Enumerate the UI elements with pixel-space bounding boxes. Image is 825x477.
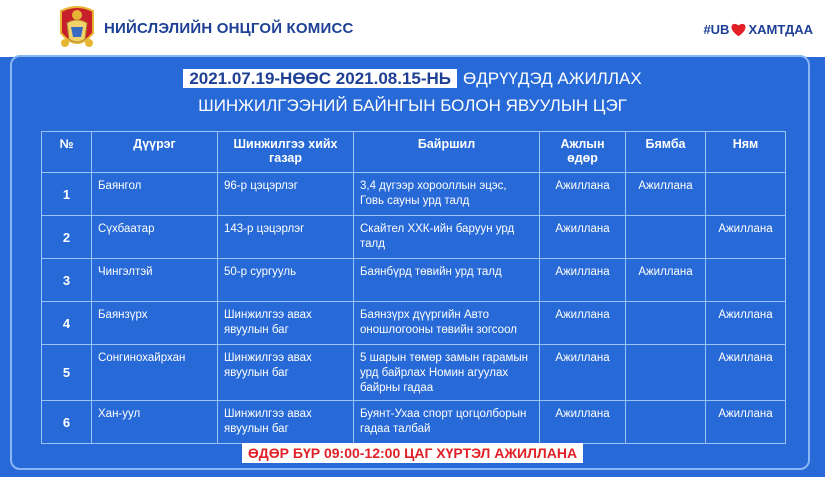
schedule-table: [41, 131, 786, 444]
table-header-row: [42, 132, 786, 173]
row-saturday: [626, 345, 706, 401]
col-header-weekday: Ажлын өдөр: [540, 132, 626, 173]
row-sunday: Ажиллана: [706, 401, 786, 444]
row-sunday: Ажиллана: [706, 345, 786, 401]
row-district: Баянгол: [92, 173, 218, 216]
row-weekday: Ажиллана: [540, 345, 626, 401]
table-row: [42, 345, 786, 401]
row-location: Баянбүрд төвийн урд талд: [354, 259, 540, 302]
row-saturday: [626, 302, 706, 345]
row-district: Баянзүрх: [92, 302, 218, 345]
row-number: 5: [42, 345, 92, 401]
col-header-location: Байршил: [354, 132, 540, 173]
hashtag-badge: [703, 22, 813, 37]
row-weekday: Ажиллана: [540, 259, 626, 302]
table-row: [42, 216, 786, 259]
row-place: 96-р цэцэрлэг: [218, 173, 354, 216]
row-sunday: Ажиллана: [706, 302, 786, 345]
row-saturday: Ажиллана: [626, 259, 706, 302]
header-bar: [0, 0, 825, 57]
row-number: 6: [42, 401, 92, 444]
table-row: [42, 302, 786, 345]
row-district: Сүхбаатар: [92, 216, 218, 259]
row-saturday: [626, 216, 706, 259]
row-number: 4: [42, 302, 92, 345]
hashtag-suffix: ХАМТДАА: [748, 22, 813, 37]
row-sunday: Ажиллана: [706, 216, 786, 259]
heart-icon: [730, 22, 747, 37]
date-range: 2021.07.19-НӨӨС 2021.08.15-НЬ: [183, 69, 457, 88]
table-row: [42, 401, 786, 444]
row-weekday: Ажиллана: [540, 302, 626, 345]
hashtag-prefix: #UB: [703, 22, 730, 37]
row-weekday: Ажиллана: [540, 173, 626, 216]
row-number: 2: [42, 216, 92, 259]
row-district: Хан-уул: [92, 401, 218, 444]
col-header-number: №: [42, 132, 92, 173]
table-row: [42, 173, 786, 216]
col-header-sunday: Ням: [706, 132, 786, 173]
row-weekday: Ажиллана: [540, 216, 626, 259]
col-header-district: Дүүрэг: [92, 132, 218, 173]
row-location: 3,4 дүгээр хорооллын эцэс, Говь сауны урд талд: [354, 173, 540, 216]
city-emblem-icon: [55, 3, 99, 53]
row-location: Буянт-Ухаа спорт цогцолборын гадаа талбай: [354, 401, 540, 444]
row-sunday: [706, 173, 786, 216]
row-sunday: [706, 259, 786, 302]
row-place: Шинжилгээ авах явуулын баг: [218, 345, 354, 401]
row-weekday: Ажиллана: [540, 401, 626, 444]
row-location: Баянзүрх дүүргийн Авто оношлогооны төвийн зогсоол: [354, 302, 540, 345]
row-saturday: Ажиллана: [626, 173, 706, 216]
footer-note: ӨДӨР БҮР 09:00-12:00 ЦАГ ХҮРТЭЛ АЖИЛЛАНА: [242, 443, 583, 463]
col-header-place: Шинжилгээ хийх газар: [218, 132, 354, 173]
row-location: Скайтел ХХК-ийн баруун урд талд: [354, 216, 540, 259]
row-place: 50-р сургууль: [218, 259, 354, 302]
title-line-1-rest: ӨДРҮҮДЭД АЖИЛЛАХ: [463, 69, 642, 88]
org-name: НИЙСЛЭЛИЙН ОНЦГОЙ КОМИСС: [104, 20, 354, 37]
row-location: 5 шарын төмөр замын гарамын урд байрлах Номин агуулах байрны гадаа: [354, 345, 540, 401]
row-number: 3: [42, 259, 92, 302]
col-header-saturday: Бямба: [626, 132, 706, 173]
row-district: Чингэлтэй: [92, 259, 218, 302]
row-place: Шинжилгээ авах явуулын баг: [218, 401, 354, 444]
row-place: 143-р цэцэрлэг: [218, 216, 354, 259]
row-place: Шинжилгээ авах явуулын баг: [218, 302, 354, 345]
row-saturday: [626, 401, 706, 444]
footer-note-wrapper: [0, 443, 825, 463]
title-line-1: [0, 66, 825, 92]
row-district: Сонгинохайрхан: [92, 345, 218, 401]
table-row: [42, 259, 786, 302]
row-number: 1: [42, 173, 92, 216]
title-line-2: ШИНЖИЛГЭЭНИЙ БАЙНГЫН БОЛОН ЯВУУЛЫН ЦЭГ: [198, 96, 627, 115]
